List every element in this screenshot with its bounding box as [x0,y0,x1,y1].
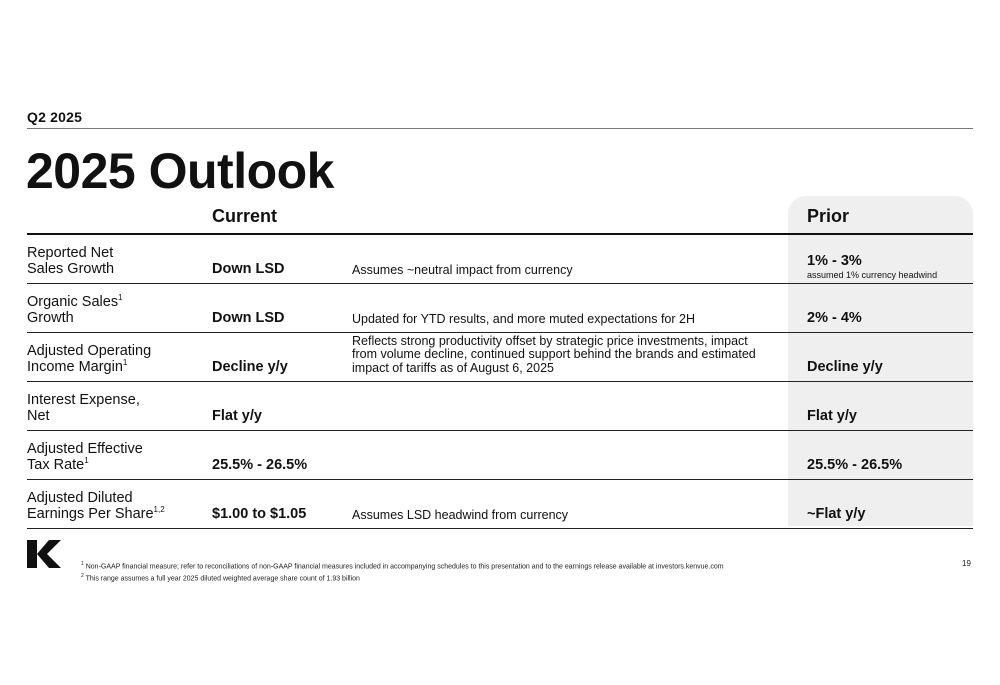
row-label-line1: Adjusted Effective [27,441,143,457]
prior-value-main: 1% - 3% [807,253,862,269]
footnote-2-marker: 2 [81,572,84,579]
row-label-line1: Organic Sales [27,294,119,310]
column-header-prior: Prior [807,206,850,226]
row-note: Reflects strong productivity offset by strategic price investments, impact from volume decline, continued support behind the brands and estimated impact of tariffs as of August 6, 2025 [352,333,756,375]
kenvue-k-logo-icon [27,540,61,568]
footnote-marker: 1 [118,293,123,303]
quarter-label: Q2 2025 [27,109,83,125]
row-label-line2: Net [27,408,50,424]
current-value: Down LSD [212,261,285,277]
row-label-line2: Growth [27,310,74,326]
footnote-2 [81,572,724,584]
footnote-2-text: This range assumes a full year 2025 diluted weighted average share count of 1.93 billion [85,575,360,583]
prior-value: Decline y/y [807,359,883,375]
table-row [27,480,973,529]
row-note: Assumes LSD headwind from currency [352,507,569,522]
row-label-line1: Adjusted Diluted [27,490,133,506]
footnote-1-marker: 1 [81,561,84,567]
row-label-line2: Tax Rate [27,457,85,473]
row-label [27,294,123,326]
header-divider [27,128,973,129]
footnotes [81,560,724,584]
table-row [27,431,973,480]
prior-value [807,254,937,281]
current-value: Flat y/y [212,408,262,424]
prior-value: ~Flat y/y [807,506,866,522]
current-value: Decline y/y [212,359,288,375]
row-note: Assumes ~neutral impact from currency [352,262,573,277]
footnote-marker: 1 [84,456,89,466]
row-label [27,343,151,375]
table-row [27,333,973,382]
row-label-line2: Earnings Per Share [27,506,154,522]
prior-value: 25.5% - 26.5% [807,457,903,473]
prior-value: 2% - 4% [807,310,862,326]
row-label-line1: Adjusted Operating [27,343,152,359]
row-label-line1: Reported Net [27,245,114,261]
footnote-marker: 1 [122,358,128,368]
page-number: 19 [962,559,971,568]
column-header-current: Current [212,206,278,226]
table-row [27,382,973,431]
footnote-1-text: Non-GAAP financial measure; refer to reconciliations of non-GAAP financial measures included in accompanying schedules to this presentation and to the earnings release available at investors.kenvue.com [85,563,724,571]
row-label [27,490,165,522]
page-title: 2025 Outlook [26,143,334,199]
prior-value-sub: assumed 1% currency headwind [807,270,938,280]
row-label [27,441,143,473]
footnote-1 [81,560,724,572]
row-label-line2: Sales Growth [27,261,115,277]
footnote-marker: 1,2 [153,505,165,515]
current-value: Down LSD [212,310,285,326]
row-label-line1: Interest Expense, [27,392,140,408]
row-label [27,245,114,277]
current-value: $1.00 to $1.05 [212,506,307,522]
current-value: 25.5% - 26.5% [212,457,308,473]
row-label [27,392,140,424]
row-label-line2: Income Margin [27,359,123,375]
table-row [27,235,973,284]
row-note: Updated for YTD results, and more muted expectations for 2H [352,311,695,326]
prior-value: Flat y/y [807,408,857,424]
table-row [27,284,973,333]
